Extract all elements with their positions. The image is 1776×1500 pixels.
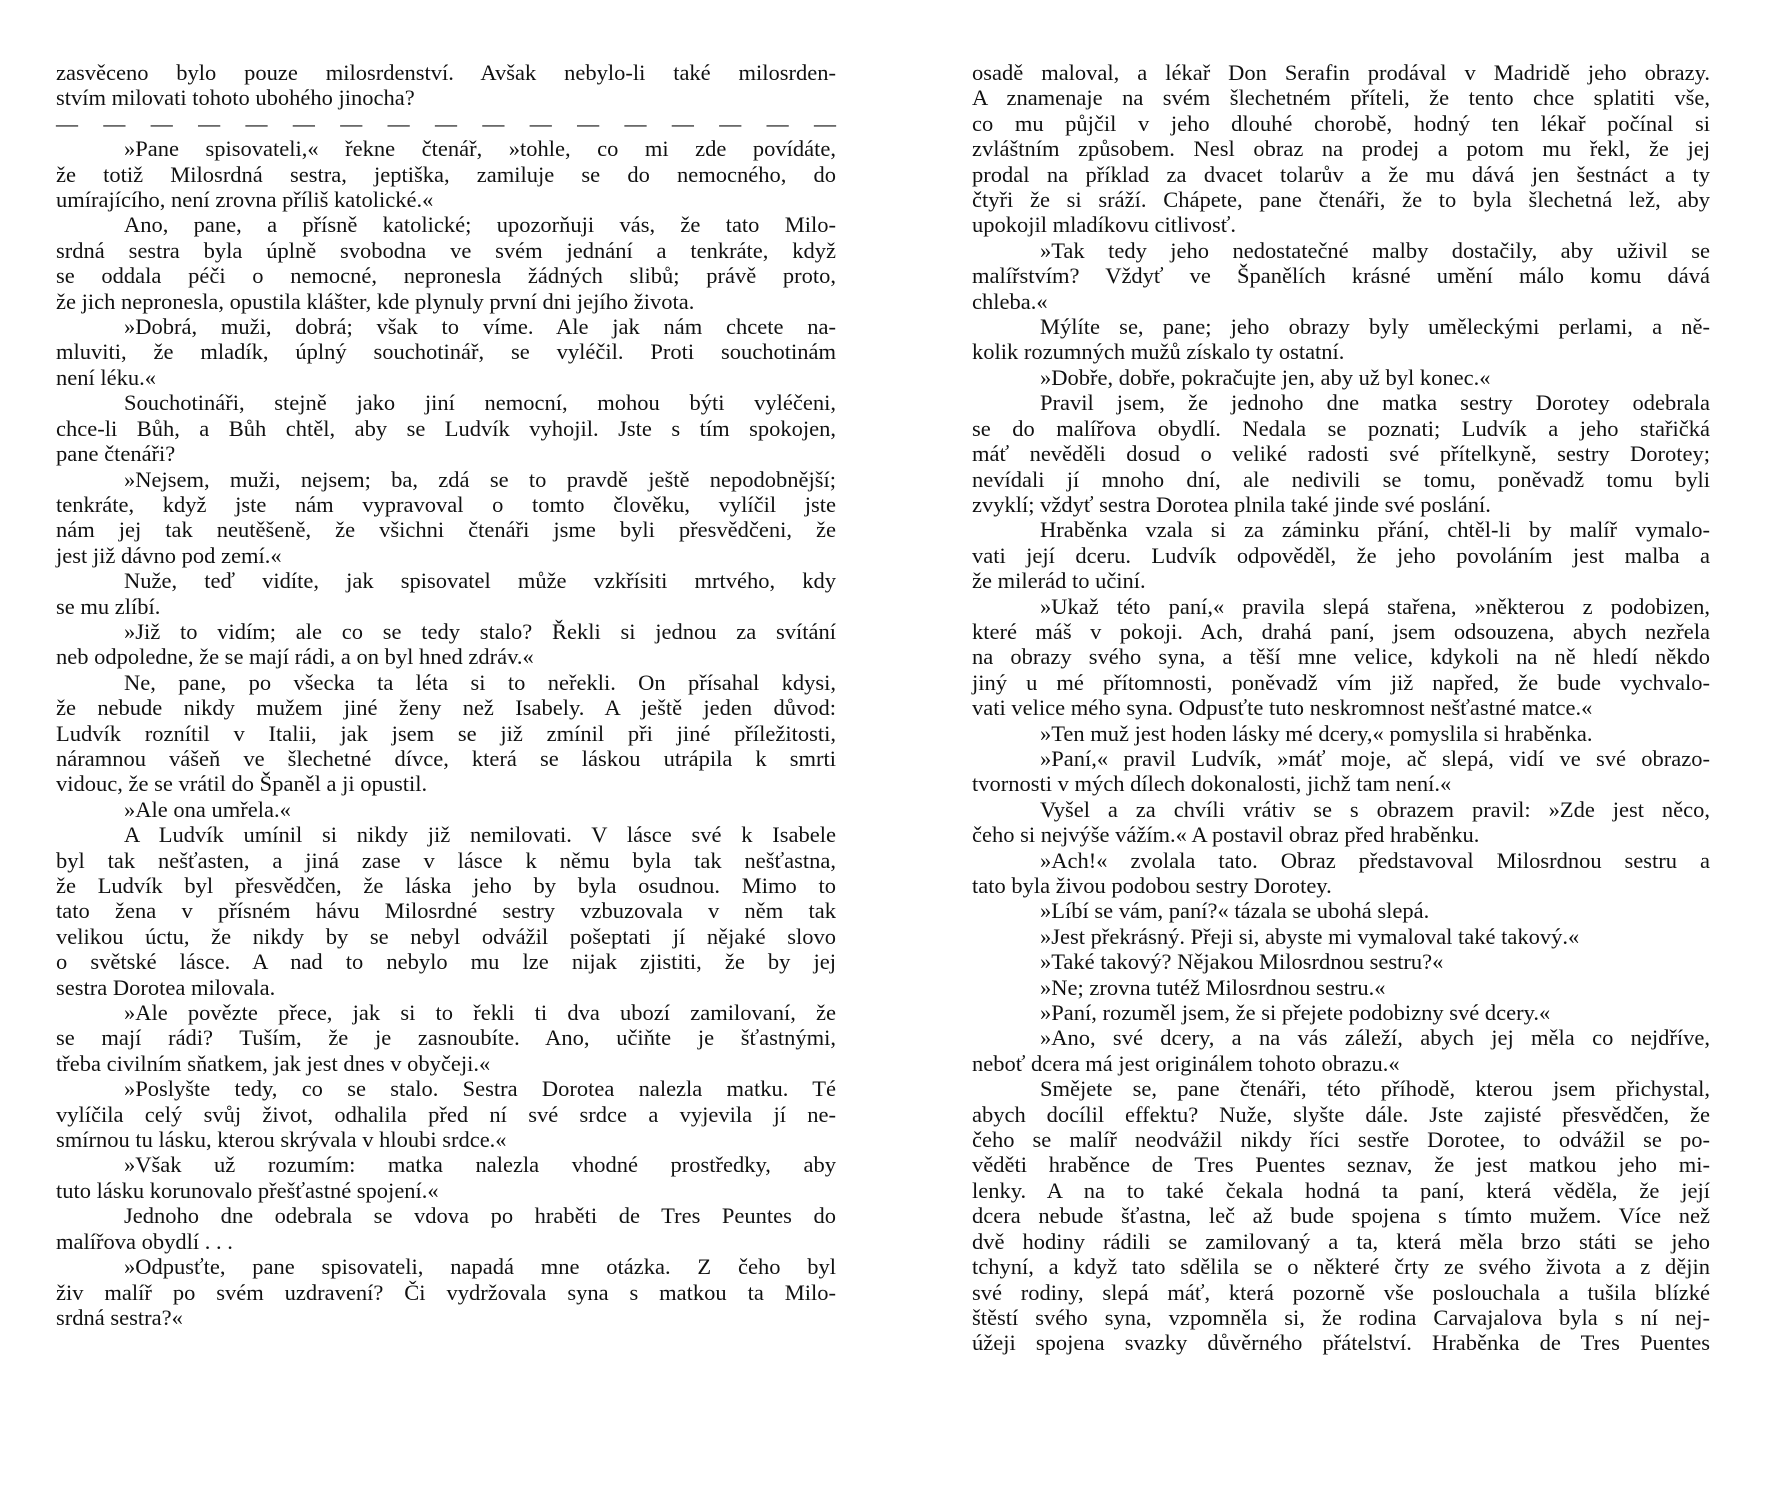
text-line: zvyklí; vždyť sestra Dorotea plnila také jinde své poslání. (972, 491, 1491, 517)
text-line: tvornosti v mých dílech dokonalosti, jichž tam není.« (972, 771, 1452, 797)
text-line: máť nevěděli dosud o veliké radosti své přítelkyně, sestry Dorotey; (972, 441, 1710, 467)
text-line: sestra Dorotea milovala. (56, 974, 276, 1000)
text-line: Ludvík roznítil v Italii, jak jsem se již zmínil při jiné příležitosti, (56, 720, 836, 746)
text-line: kolik rozumných mužů získalo ty ostatní. (972, 339, 1345, 365)
text-line: živ malíř po svém uzdravení? Či vydržovala syna s matkou ta Milo- (56, 1279, 836, 1305)
text-line: Nuže, teď vidíte, jak spisovatel může vzkřísiti mrtvého, kdy (124, 568, 836, 594)
right-page (972, 60, 1710, 1356)
text-line: malířova obydlí . . . (56, 1228, 233, 1254)
text-line: se mají rádi? Tuším, že je zasnoubíte. Ano, učiňte je šťastnými, (56, 1025, 836, 1051)
text-line: jiný u mé přítomnosti, poněvadž vím již napřed, že bude vychvalo- (972, 669, 1710, 695)
text-line: »Ale ona umřela.« (124, 796, 291, 822)
text-line: upokojil mladíkovu citlivosť. (972, 212, 1236, 238)
text-line: Hraběnka vzala si za záminku přání, chtěl-li by malíř vymalo- (1040, 517, 1710, 543)
text-line: se oddala péči o nemocné, nepronesla žádných slibů; právě proto, (56, 263, 836, 289)
text-line: A Ludvík umínil si nikdy již nemilovati. V lásce své k Isabele (124, 822, 836, 848)
text-line: nevídali jí mnoho dní, ale nedivili se tomu, poněvadž tomu byli (972, 466, 1710, 492)
text-line: byl tak nešťasten, a jiná zase v lásce k němu byla tak nešťastna, (56, 847, 836, 873)
text-line: Pravil jsem, že jednoho dne matka sestry Dorotey odebrala (1040, 390, 1710, 416)
text-line: »Odpusťte, pane spisovateli, napadá mne otázka. Z čeho byl (124, 1254, 836, 1280)
text-line: Vyšel a za chvíli vrátiv se s obrazem pravil: »Zde jest něco, (1040, 796, 1710, 822)
text-line: tato byla živou podobou sestry Dorotey. (972, 873, 1332, 898)
text-line: A znamenaje na svém šlechetném příteli, že tento chce splatiti vše, (972, 85, 1710, 111)
text-line: náramnou vášeň ve šlechetné dívce, která se láskou utrápila k smrti (56, 745, 836, 771)
text-line: Ano, pane, a přísně katolické; upozorňuji vás, že tato Milo- (124, 212, 836, 238)
text-line: osadě maloval, a lékař Don Serafin prodával v Madridě jeho obrazy. (972, 60, 1710, 85)
text-line: nám jej tak neutěšeně, že všichni čtenáři jsme byli přesvědčeni, že (56, 517, 836, 543)
text-line: »Ach!« zvolala tato. Obraz představoval Milosrdnou sestru a (1040, 847, 1710, 873)
text-line: neb odpoledne, že se mají rádi, a on byl hned zdráv.« (56, 644, 534, 670)
text-line: své rodiny, slepá máť, která pozorně vše poslouchala a tušila blízké (972, 1279, 1710, 1305)
text-line: mluviti, že mladík, úplný souchotinář, se vyléčil. Proti souchotinám (56, 339, 836, 365)
text-line: »Však už rozumím: matka nalezla vhodné prostředky, aby (124, 1152, 836, 1178)
text-line: že jich nepronesla, opustila klášter, kde plynuly první dni jejího života. (56, 288, 695, 314)
text-line: »Již to vidím; ale co se tedy stalo? Řekli si jednou za svítání (124, 618, 836, 644)
text-line: vylíčila celý svůj život, odhalila před ní své srdce a vyjevila jí ne- (56, 1101, 836, 1127)
text-line: lenky. A na to také čekala hodná ta paní, která věděla, že její (972, 1177, 1710, 1203)
text-line: Mýlíte se, pane; jeho obrazy byly uměleckými perlami, a ně- (1040, 314, 1710, 340)
text-line: Smějete se, pane čtenáři, této příhodě, kterou jsem přichystal, (1040, 1076, 1710, 1102)
text-line: »Líbí se vám, paní?« tázala se ubohá slepá. (1040, 898, 1430, 924)
text-line: že milerád to učiní. (972, 568, 1146, 594)
text-line: které máš v pokoji. Ach, drahá paní, jsem odsouzena, abych nezřela (972, 618, 1710, 644)
text-line: srdná sestra byla úplně svobodna ve svém jednání a tenkráte, když (56, 237, 836, 263)
text-line: »Pane spisovateli,« řekne čtenář, »tohle, co mi zde povídáte, (124, 136, 836, 162)
text-line: malířstvím? Vždyť ve Španělích krásné umění málo komu dává (972, 263, 1710, 289)
section-break-rule: — — — — — — — — — — — — — — — — — (56, 110, 836, 136)
text-line: »Jest překrásný. Přeji si, abyste mi vymaloval také takový.« (1040, 923, 1580, 949)
text-line: Ne, pane, po všecka ta léta si to neřekli. On přísahal kdysi, (124, 669, 836, 695)
text-line: »Paní, rozuměl jsem, že si přejete podobizny své dcery.« (1040, 1000, 1551, 1026)
text-line: tenkráte, když jste nám vypravoval o tomto člověku, vylíčil jste (56, 491, 836, 517)
text-line: že Ludvík byl přesvědčen, že láska jeho by byla osudnou. Mimo to (56, 873, 836, 898)
text-line: chleba.« (972, 288, 1048, 314)
text-line: umírajícího, není zrovna příliš katolické.« (56, 187, 434, 213)
text-line: úžeji spojena svazky důvěrného přátelství. Hraběnka de Tres Puentes (972, 1330, 1710, 1356)
text-line: o světské lásce. A nad to nebylo mu lze nijak zjistiti, že by jej (56, 949, 836, 975)
text-line: čtyři že si sráží. Chápete, pane čtenáři, že to byla šlechetná lež, aby (972, 187, 1710, 213)
text-line: prodal na příklad za dvacet tolarův a že mu dává jen šestnáct a ty (972, 161, 1710, 187)
text-line: vidouc, že se vrátil do Španěl a ji opustil. (56, 771, 428, 797)
text-line: »Paní,« pravil Ludvík, »máť moje, ač slepá, vidí ve své obrazo- (1040, 745, 1710, 771)
text-line: dcera nebude šťastna, leč až bude spojena s tímto mužem. Více než (972, 1203, 1710, 1229)
text-line: se do malířova obydlí. Nedala se poznati; Ludvík a jeho stařičká (972, 415, 1710, 441)
text-line: čeho si nejvýše vážím.« A postavil obraz před hraběnku. (972, 822, 1480, 848)
text-line: »Ano, své dcery, a na vás záleží, abych jej měla co nejdříve, (1040, 1025, 1710, 1051)
text-line: »Také takový? Nějakou Milosrdnou sestru?« (1040, 949, 1444, 975)
text-line: neboť dcera má jest originálem tohoto obrazu.« (972, 1050, 1400, 1076)
text-line: čeho se malíř neodvážil nikdy říci sestře Dorotee, to odvážil se po- (972, 1127, 1710, 1153)
text-line: Souchotináři, stejně jako jiní nemocní, mohou býti vyléčeni, (124, 390, 836, 416)
text-line: pane čtenáři? (56, 441, 176, 467)
text-line: abych docílil effektu? Nuže, slyšte dále. Jste zajisté přesvědčen, že (972, 1101, 1710, 1127)
left-page (56, 60, 836, 1330)
text-line: velikou úctu, že nikdy by se nebyl odvážil pošeptati jí nějaké slovo (56, 923, 836, 949)
text-line: »Ne; zrovna tutéž Milosrdnou sestru.« (1040, 974, 1386, 1000)
text-line: Jednoho dne odebrala se vdova po hraběti de Tres Peuntes do (124, 1203, 836, 1229)
text-line: »Dobře, dobře, pokračujte jen, aby už byl konec.« (1040, 364, 1491, 390)
text-line: tuto lásku korunovalo přešťastné spojení.« (56, 1177, 439, 1203)
text-line: že nebude nikdy mužem jiné ženy než Isabely. A ještě jeden důvod: (56, 695, 836, 721)
text-line: zvláštním způsobem. Nesl obraz na prodej a potom mu řekl, že jej (972, 136, 1710, 162)
text-line: chce-li Bůh, a Bůh chtěl, aby se Ludvík vyhojil. Jste s tím spokojen, (56, 415, 836, 441)
text-line: srdná sestra?« (56, 1304, 183, 1330)
text-line: tchyní, a když tato sdělila se o některé črty ze svého života a z dějin (972, 1254, 1710, 1280)
text-line: dvě hodiny rádili se zamilovaný a ta, která měla brzo státi se jeho (972, 1228, 1710, 1254)
text-line: štěstí svého syna, vzpomněla si, že rodina Carvajalova byla s ní nej- (972, 1304, 1710, 1330)
text-line: tato žena v přísném hávu Milosrdné sestry vzbuzovala v něm tak (56, 898, 836, 924)
text-line: se mu zlíbí. (56, 593, 161, 619)
text-line: »Poslyšte tedy, co se stalo. Sestra Dorotea nalezla matku. Té (124, 1076, 836, 1102)
text-line: smírnou tu lásku, kterou skrývala v hloubi srdce.« (56, 1127, 507, 1153)
text-line: není léku.« (56, 364, 156, 390)
text-line: vati velice mého syna. Odpusťte tuto neskromnost nešťastné matce.« (972, 695, 1593, 721)
text-line: »Ale povězte přece, jak si to řekli ti dva ubozí zamilovaní, že (124, 1000, 836, 1026)
text-line: zasvěceno bylo pouze milosrdenství. Avšak nebylo-li také milosrden- (56, 60, 836, 85)
text-line: »Ukaž této paní,« pravila slepá stařena, »některou z podobizen, (1040, 593, 1710, 619)
text-line: na obrazy svého syna, a těší mne velice, kdykoli na ně hledí někdo (972, 644, 1710, 670)
text-line: »Dobrá, muži, dobrá; však to víme. Ale jak nám chcete na- (124, 314, 836, 340)
text-line: »Tak tedy jeho nedostatečné malby dostačily, aby uživil se (1040, 237, 1710, 263)
text-line: třeba civilním sňatkem, jak jest dnes v obyčeji.« (56, 1050, 491, 1076)
text-line: že totiž Milosrdná sestra, jeptiška, zamiluje se do nemocného, do (56, 161, 836, 187)
text-line: jest již dávno pod zemí.« (56, 542, 282, 568)
text-line: »Ten muž jest hoden lásky mé dcery,« pomyslila si hraběnka. (1040, 720, 1593, 746)
text-line: věděti hraběnce de Tres Puentes seznav, že jest matkou jeho mi- (972, 1152, 1710, 1178)
text-line: vati její dceru. Ludvík odpověděl, že jeho povoláním jest malba a (972, 542, 1710, 568)
text-line: »Nejsem, muži, nejsem; ba, zdá se to pravdě ještě nepodobnější; (124, 466, 836, 492)
text-line: co mu půjčil v jeho dlouhé chorobě, hodný ten lékař počínal si (972, 110, 1710, 136)
text-line: stvím milovati tohoto ubohého jinocha? (56, 85, 415, 111)
